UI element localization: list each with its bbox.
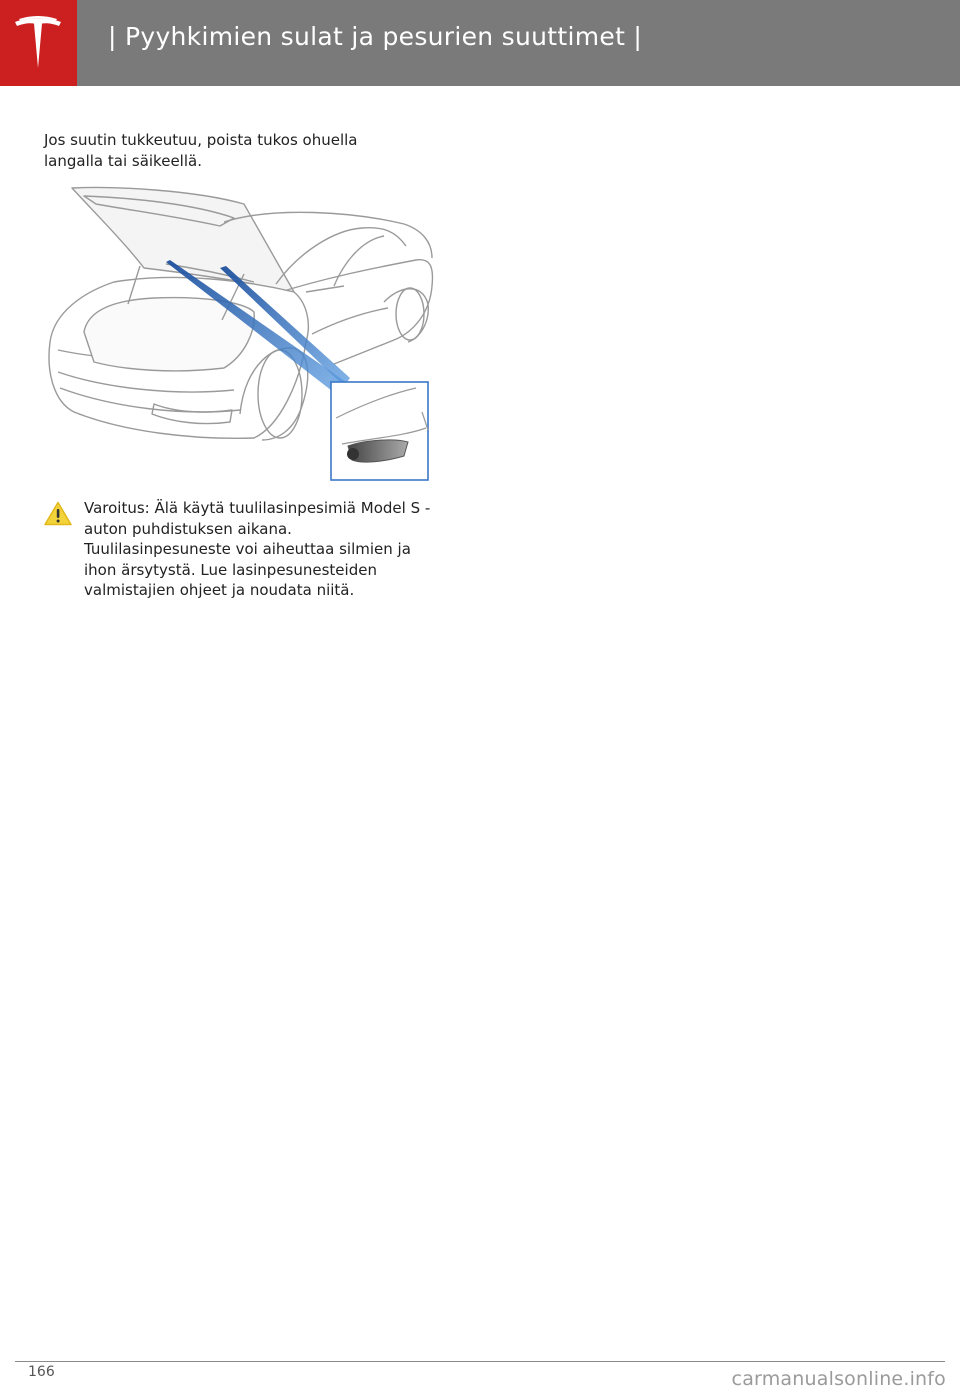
footer-divider bbox=[15, 1361, 945, 1362]
page-number: 166 bbox=[28, 1364, 55, 1380]
brand-logo bbox=[0, 0, 77, 86]
warning-triangle-icon bbox=[44, 501, 72, 526]
watermark: carmanualsonline.info bbox=[731, 1368, 946, 1390]
tesla-logo-icon bbox=[13, 16, 63, 70]
page-header bbox=[0, 0, 960, 86]
car-illustration-graphic bbox=[44, 182, 434, 486]
section-title: | Pyyhkimien sulat ja pesurien suuttimet | bbox=[108, 22, 643, 51]
intro-paragraph: Jos suutin tukkeutuu, poista tukos ohuella langalla tai säikeellä. bbox=[44, 131, 358, 170]
warning-text: Varoitus: Älä käytä tuulilasinpesimiä Model S -auton puhdistuksen aikana. Tuulilasinpesuneste voi aiheuttaa silmien ja ihon ärsytystä. Lue lasinpesunesteiden valmistajien ohjeet ja noudata niitä. bbox=[84, 499, 431, 599]
car-nozzle-illustration bbox=[44, 182, 434, 486]
